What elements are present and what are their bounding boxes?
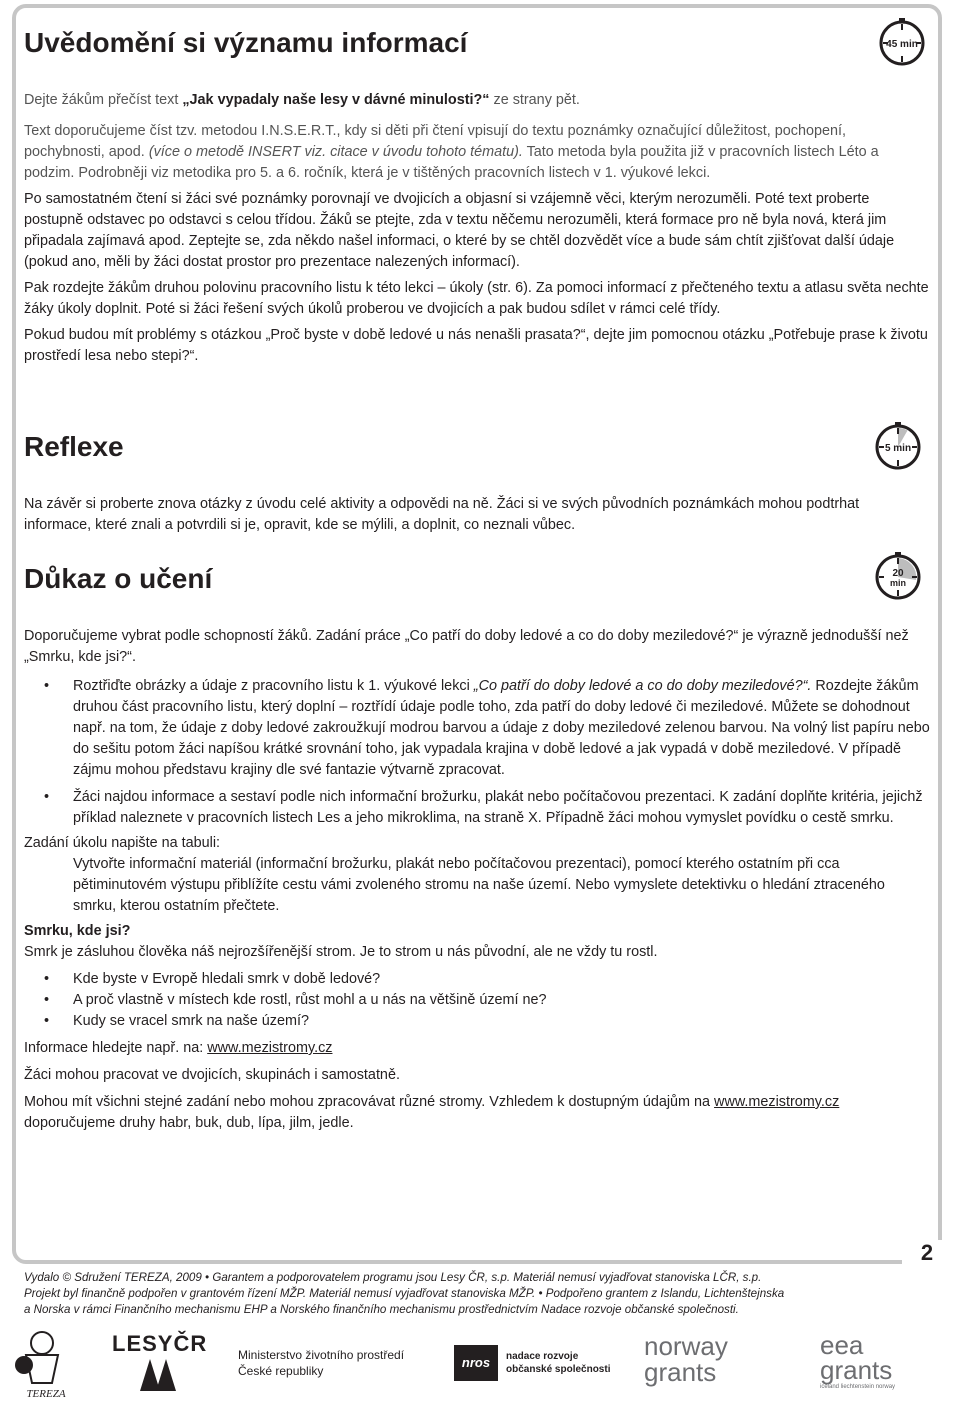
logo-bar: [0, 1325, 960, 1405]
nros-mark: nros: [454, 1345, 498, 1381]
timer-5-icon: [874, 422, 922, 470]
paragraph: [24, 121, 930, 184]
section-title-uvedomeni: Uvědomění si významu informací: [24, 27, 468, 58]
grants-text: grants: [644, 1357, 717, 1387]
timer-label: 45 min: [886, 39, 918, 50]
subheading: Smrku, kde jsi?: [24, 923, 131, 939]
text: Informace hledejte např. na:: [24, 1040, 208, 1056]
paragraph: Žáci mohou pracovat ve dvojicích, skupinách i samostatně.: [24, 1067, 400, 1083]
timer-45-icon: [878, 18, 926, 66]
footer-line: Vydalo © Sdružení TEREZA, 2009 • Garantem a podporovatelem programu jsou Lesy ČR, s.p. Materiál nemusí vyjadřovat stanoviska LČR, s.p.: [24, 1271, 762, 1284]
list-item: [24, 676, 930, 781]
lesycr-logo: [112, 1331, 212, 1398]
website-link[interactable]: www.mezistromy.cz: [714, 1094, 840, 1110]
grants-text: grants: [820, 1355, 893, 1385]
tereza-logo: [6, 1325, 86, 1405]
section-title-dukaz: Důkaz o učení: [24, 563, 213, 594]
eea-grants-logo: [820, 1330, 950, 1391]
timer-20-icon: [874, 552, 922, 600]
mzp-line: Ministerstvo životního prostředí: [238, 1348, 405, 1362]
text: Rozdejte žákům druhou část pracovního listu, který doplní – roztřídí údaje podle toho, zda patří do doby ledové či meziledové. Můžete se dohodnout např. na tom, že údaje z doby ledové zakroužkují modrou barvou a údaje z doby meziledové zelenou barvou. Na volný list papíru nebo do sešitu potom žáci napíšou krátké srovnání toho, jak vypadala krajina v době ledové a jak vypadá v době meziledové. V případě zájmu mohou představu krajiny dle své fantazie výtvarně zpracovat.: [73, 678, 930, 778]
paragraph: Doporučujeme vybrat podle schopností žáků. Zadání práce „Co patří do doby ledové a co do doby meziledové?“ je výrazně jednodušší než „Smrku, kde jsi?“.: [24, 628, 909, 665]
footer-line: Projekt byl finančně podpořen v grantovém řízení MŽP. Materiál nemusí vyjadřovat stanoviska MŽP. • Podpořeno grantem z Islandu, Lichtenštejnska: [24, 1287, 785, 1300]
paragraph: Pak rozdejte žákům druhou polovinu pracovního listu k této lekci – úkoly (str. 6). Za pomoci informací z přečteného textu a atlasu světa nechte žáky úkoly doplnit. Poté si žáci řešení svých úkolů proberou ve dvojicích a pak budou sdílet v rámci celé třídy.: [24, 280, 929, 317]
list-item: • Žáci najdou informace a sestaví podle nich informační brožurku, plakát nebo počítačovou prezentaci. K zadání doplňte kritéria, jejichž příklad naleznete v pracovních listech Les a jeho mikroklima, na straně X. Případně žáci mohou vymyslet povídku o cestě smrku.: [24, 787, 930, 829]
text: doporučujeme druhy habr, buk, dub, lípa, jilm, jedle.: [24, 1115, 354, 1131]
task-text: Vytvořte informační materiál (informační brožurku, plakát nebo počítačovou prezentaci), pomocí kterého ostatním při cca pětiminutovém výstupu přiblížíte cestu vámi zvoleného stromu na naše území. Nebo vymyslete detektivku o hledání ztraceného smrku, kterou ostatním přečtete.: [73, 856, 885, 914]
mzp-line: České republiky: [238, 1364, 324, 1378]
text: Tato metoda byla použita již v pracovních listech Léto a podzim. Podrobněji viz metodika pro 5. a 6. ročník, která je v tištěných pracovních listech v 1. výukové lekci.: [24, 144, 879, 181]
timer-label: 5 min: [884, 443, 912, 454]
footer: [24, 1270, 924, 1318]
text: Mohou mít všichni stejné zadání nebo mohou zpracovávat různé stromy. Vzhledem k dostupným údajům na: [24, 1094, 715, 1110]
mzp-logo: [238, 1347, 438, 1379]
paragraph: Pokud budou mít problémy s otázkou „Proč byste v době ledové u nás nenašli prasata?“, dejte jim pomocnou otázku „Potřebuje prase k životu prostředí lesa nebo stepi?“.: [24, 327, 928, 364]
text: Dejte žákům přečíst text: [24, 92, 183, 108]
tereza-text: TEREZA: [26, 1388, 66, 1400]
footer-line: a Norska v rámci Finančního mechanismu EHP a Norského finančního mechanismu prostřednictvím Nadace rozvoje občanské společnosti.: [24, 1303, 739, 1316]
list-item: • Kudy se vracel smrk na naše území?: [24, 1011, 930, 1032]
paragraph: [24, 1092, 930, 1134]
section-title-reflexe: Reflexe: [24, 431, 124, 462]
section2-body: [24, 494, 930, 536]
website-link[interactable]: www.mezistromy.cz: [207, 1040, 333, 1056]
italic-text: (více o metodě INSERT viz. citace v úvodu tohoto tématu).: [148, 144, 523, 160]
norway-grants-logo: [644, 1333, 764, 1385]
section1-body: [24, 90, 930, 367]
paragraph: Smrk je zásluhou člověka náš nejrozšířenější strom. Je to strom u nás původní, ale ne vždy tu rostl.: [24, 944, 658, 960]
italic-text: „Co patří do doby ledové a co do doby meziledové?“.: [473, 678, 812, 694]
paragraph: Po samostatném čtení si žáci své poznámky porovnají ve dvojicích a objasní si vzájemně věci, kterým nerozuměli. Poté text proberte postupně odstavec po odstavci s celou třídou. Žáků se ptejte, zda v textu něčemu nerozuměli, která formace pro ně byla nová, která jim připadala zajímavá apod. Zeptejte se, zda někdo našel informaci, o které by se chtěl dozvědět více a bude sám chtít zjišťovat další údaje (pokud ano, měli by žáci dostat prostor pro prezentace nalezených informací).: [24, 191, 895, 270]
text: Text doporučujeme číst tzv. metodou I.N.S.E.R.T., kdy si děti při čtení vpisují do textu poznámky označující důležitost, pochopení, pochybnosti, apod.: [24, 123, 846, 160]
list-item: • A proč vlastně v místech kde rostl, růst mohl a u nás na většině území ne?: [24, 990, 930, 1011]
text: ze strany pět.: [489, 92, 580, 108]
timer-unit: min: [889, 578, 907, 588]
norway-text: norway: [644, 1331, 728, 1361]
paragraph: Na závěr si proberte znova otázky z úvodu celé aktivity a odpovědi na ně. Žáci si ve svých původních poznámkách mohou podtrhat informace, které znali a potvrdili si je, opravit, kde se mýlili, a doplnit, co neznali vůbec.: [24, 496, 860, 533]
paragraph: [24, 1038, 930, 1059]
section3-body: [24, 626, 930, 1134]
nros-logo: [454, 1345, 614, 1385]
lesycr-text: LESYČR: [112, 1331, 208, 1356]
paragraph: [24, 90, 930, 111]
bold-text: „Jak vypadaly naše lesy v dávné minulosti?“: [182, 92, 490, 108]
page-number: 2: [902, 1240, 952, 1266]
eea-text: eea: [820, 1330, 864, 1360]
nros-line: nadace rozvoje: [506, 1351, 579, 1362]
eea-countries: iceland liechtenstein norway: [820, 1384, 896, 1390]
text: Roztřiďte obrázky a údaje z pracovního listu k 1. výukové lekci: [73, 678, 474, 694]
task-label: Zadání úkolu napište na tabuli:: [24, 835, 221, 851]
timer-number: 20: [892, 568, 904, 579]
nros-line: občanské společnosti: [506, 1364, 611, 1375]
list-item: • Kde byste v Evropě hledali smrk v době ledové?: [24, 969, 930, 990]
